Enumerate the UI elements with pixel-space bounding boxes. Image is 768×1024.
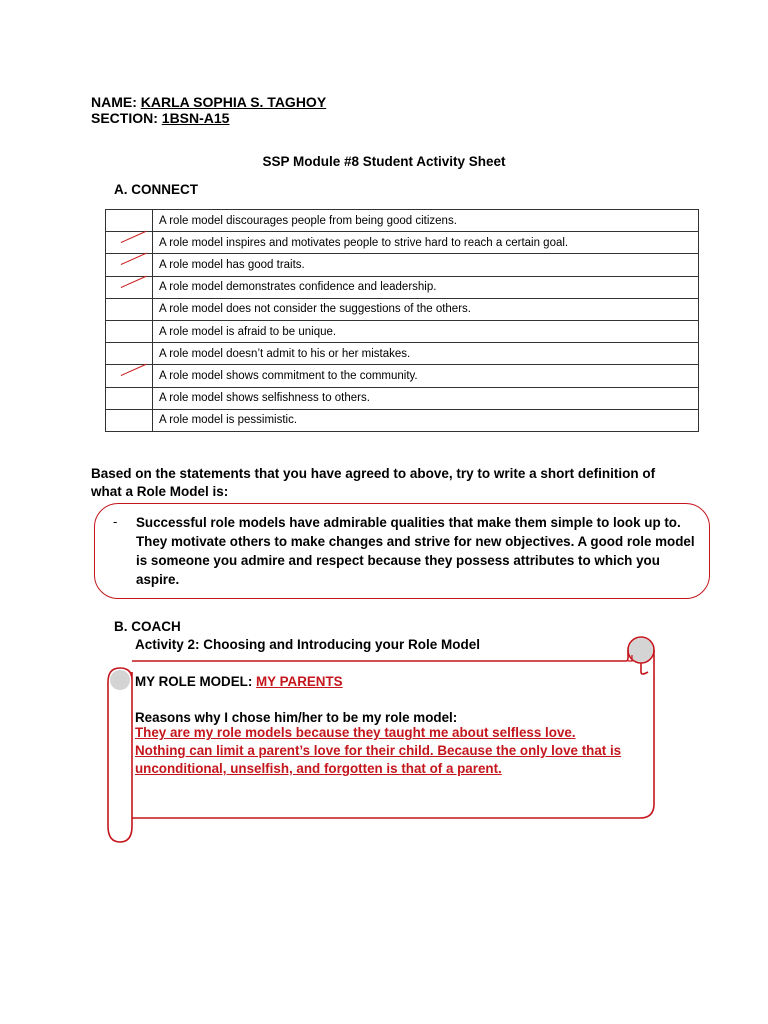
section-label: SECTION: [91, 110, 158, 126]
reason-line-1: They are my role models because they taught me about selfless love. [135, 725, 576, 740]
statement-text: A role model is afraid to be unique. [153, 320, 699, 342]
coach-heading: B. COACH [114, 619, 181, 634]
definition-bullet: - [113, 514, 118, 529]
statement-text: A role model discourages people from being good citizens. [153, 210, 699, 232]
section-value: 1BSN-A15 [161, 110, 230, 126]
statement-text: A role model demonstrates confidence and leadership. [153, 276, 699, 298]
connect-heading: A. CONNECT [114, 182, 198, 197]
sheet-title: SSP Module #8 Student Activity Sheet [262, 154, 506, 169]
reason-line-2: Nothing can limit a parent’s love for their child. Because the only love that is [135, 743, 622, 758]
statement-text: A role model has good traits. [153, 254, 699, 276]
scroll-roll-shade [110, 670, 130, 690]
role-model-value: MY PARENTS [256, 674, 343, 689]
activity-title: Activity 2: Choosing and Introducing your Role Model [135, 637, 481, 652]
definition-prompt-line2: what a Role Model is: [91, 484, 229, 499]
role-model-label: MY ROLE MODEL: [135, 674, 253, 689]
definition-answer: Successful role models have admirable qualities that make them simple to look up to. They motivate others to make changes and strive for new objectives. A good role model is someone you admire and respect because they possess attributes to which you aspire. [136, 515, 695, 587]
statement-text: A role model doesn’t admit to his or her mistakes. [153, 343, 699, 365]
student-name: KARLA SOPHIA S. TAGHOY [140, 94, 327, 110]
reasons-label: Reasons why I chose him/her to be my role model: [135, 710, 458, 725]
definition-prompt-line1: Based on the statements that you have agreed to above, try to write a short definition of [91, 466, 656, 481]
statement-text: A role model does not consider the suggestions of the others. [153, 298, 699, 320]
statement-text: A role model shows commitment to the community. [153, 365, 699, 387]
statement-text: A role model shows selfishness to others. [153, 387, 699, 409]
name-label: NAME: [91, 94, 137, 110]
statement-text: A role model is pessimistic. [153, 409, 699, 431]
statement-text: A role model inspires and motivates people to strive hard to reach a certain goal. [153, 232, 699, 254]
reason-line-3: unconditional, unselfish, and forgotten is that of a parent. [135, 761, 502, 776]
role-model-line [135, 673, 343, 692]
